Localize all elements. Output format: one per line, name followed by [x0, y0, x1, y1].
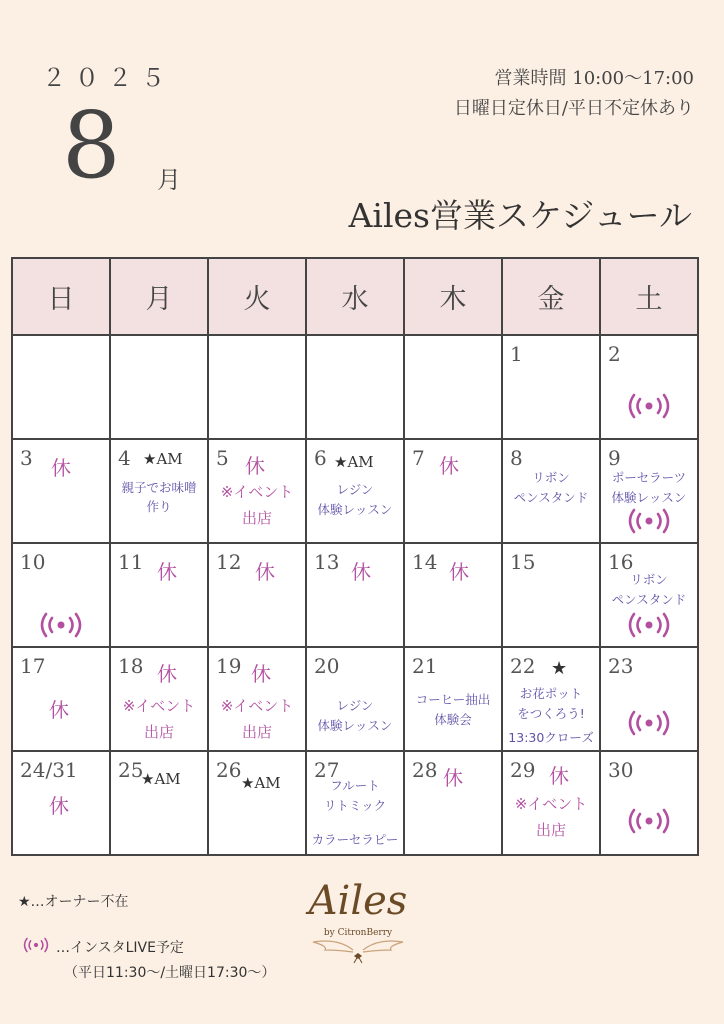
- event-line: ※イベント: [122, 697, 196, 715]
- holiday-mark: 休: [157, 662, 177, 686]
- event-line: 作り: [146, 499, 172, 514]
- day-cell-10: [13, 544, 111, 648]
- day-cell-28: [405, 752, 503, 856]
- event-line: 体験レッスン: [611, 490, 687, 505]
- day-cell-29: [503, 752, 601, 856]
- holiday-mark: 休: [549, 764, 569, 788]
- day-cell-21: [405, 648, 503, 752]
- day-number: 26: [216, 758, 242, 782]
- event-line: レジン: [336, 698, 374, 713]
- day-cell-27: [307, 752, 405, 856]
- event-line: 出店: [535, 821, 566, 839]
- day-number: 16: [608, 550, 634, 574]
- day-number: 24/31: [20, 758, 78, 782]
- day-number: 13: [314, 550, 340, 574]
- holiday-mark: 休: [439, 454, 459, 478]
- day-cell-17: [13, 648, 111, 752]
- week-row: [13, 336, 699, 440]
- holiday-mark: 休: [49, 794, 69, 818]
- weekday-sun: 日: [13, 259, 111, 336]
- day-number: 20: [314, 654, 340, 678]
- event-line: ポーセラーツ: [611, 470, 687, 485]
- broadcast-icon: [621, 806, 677, 836]
- day-cell-2: [601, 336, 699, 440]
- day-number: 12: [216, 550, 242, 574]
- day-cell-15: [503, 544, 601, 648]
- day-number: 29: [510, 758, 536, 782]
- day-cell-24-31: [13, 752, 111, 856]
- day-cell-23: [601, 648, 699, 752]
- holiday-mark: 休: [255, 560, 275, 584]
- day-cell-3: [13, 440, 111, 544]
- week-row: [13, 648, 699, 752]
- day-number: 7: [412, 446, 425, 470]
- week-row: [13, 544, 699, 648]
- event-line: ※イベント: [220, 697, 294, 715]
- owner-absent-mark: ★AM: [334, 453, 374, 471]
- day-cell-13: [307, 544, 405, 648]
- legend-owner-absent: ★…オーナー不在: [18, 894, 129, 910]
- day-cell-4: [111, 440, 209, 544]
- day-number: 21: [412, 654, 438, 678]
- day-number: 10: [20, 550, 46, 574]
- day-cell-11: [111, 544, 209, 648]
- event-line: 出店: [241, 509, 272, 527]
- holiday-mark: 休: [157, 560, 177, 584]
- day-cell-20: [307, 648, 405, 752]
- event-line: リトミック: [323, 798, 387, 813]
- day-cell-empty: [13, 336, 111, 440]
- calendar-body: [11, 336, 699, 856]
- event-line: カラーセラピー: [311, 832, 399, 847]
- event-line: フルート: [330, 778, 380, 793]
- day-number: 6: [314, 446, 327, 470]
- day-number: 11: [118, 550, 144, 574]
- day-number: 22: [510, 654, 536, 678]
- legend-live-text: …インスタLIVE予定: [56, 940, 184, 956]
- day-cell-16: [601, 544, 699, 648]
- event-line: リボン: [630, 572, 668, 587]
- holiday-mark: 休: [449, 560, 469, 584]
- event-line: 出店: [241, 723, 272, 741]
- weekday-mon: 月: [111, 259, 209, 336]
- day-cell-empty: [111, 336, 209, 440]
- event-line: 体験会: [434, 712, 472, 727]
- weekday-fri: 金: [503, 259, 601, 336]
- holiday-mark: 休: [351, 560, 371, 584]
- event-line: ペンスタンド: [611, 592, 687, 607]
- star-icon: ★: [551, 658, 568, 679]
- weekday-thu: 木: [405, 259, 503, 336]
- day-number: 4: [118, 446, 131, 470]
- event-line: 13:30クローズ: [508, 730, 594, 745]
- month-unit: 月: [157, 166, 181, 194]
- closed-days-line: 日曜日定休日/平日不定休あり: [453, 98, 694, 119]
- weekday-tue: 火: [209, 259, 307, 336]
- day-number: 5: [216, 446, 229, 470]
- weekday-sat: 土: [601, 259, 699, 336]
- day-cell-26: [209, 752, 307, 856]
- schedule-title: Ailes営業スケジュール: [348, 196, 692, 235]
- weekday-header: [11, 257, 699, 336]
- month-number: 8: [62, 92, 121, 199]
- day-number: 30: [608, 758, 634, 782]
- day-cell-empty: [405, 336, 503, 440]
- day-number: 8: [510, 446, 523, 470]
- holiday-mark: 休: [443, 766, 463, 790]
- event-line: ペンスタンド: [513, 490, 589, 505]
- day-number: 18: [118, 654, 144, 678]
- day-number: 3: [20, 446, 33, 470]
- event-line: コーヒー抽出: [415, 692, 491, 707]
- holiday-mark: 休: [51, 456, 71, 480]
- week-row: [13, 752, 699, 856]
- day-number: 23: [608, 654, 634, 678]
- owner-absent-mark: ★AM: [141, 770, 181, 788]
- event-line: 出店: [143, 723, 174, 741]
- owner-absent-mark: ★AM: [241, 774, 281, 792]
- event-line: ※イベント: [220, 483, 294, 501]
- day-cell-empty: [209, 336, 307, 440]
- day-cell-25: [111, 752, 209, 856]
- year: ２０２５: [42, 64, 174, 92]
- day-cell-18: [111, 648, 209, 752]
- legend-live: [18, 936, 184, 958]
- day-cell-22: [503, 648, 601, 752]
- holiday-mark: 休: [49, 698, 69, 722]
- brand-logo: [283, 878, 433, 968]
- broadcast-icon: [621, 506, 677, 536]
- day-cell-9: [601, 440, 699, 544]
- day-cell-12: [209, 544, 307, 648]
- week-row: [13, 440, 699, 544]
- event-line: お花ポット: [519, 686, 583, 701]
- day-number: 17: [20, 654, 46, 678]
- day-cell-8: [503, 440, 601, 544]
- event-line: 体験レッスン: [317, 502, 393, 517]
- day-number: 19: [216, 654, 242, 678]
- day-cell-14: [405, 544, 503, 648]
- event-line: 親子でお味噌: [121, 480, 197, 495]
- day-cell-5: [209, 440, 307, 544]
- day-number: 25: [118, 758, 144, 782]
- day-cell-30: [601, 752, 699, 856]
- day-cell-1: [503, 336, 601, 440]
- owner-absent-mark: ★AM: [143, 450, 183, 468]
- day-cell-6: [307, 440, 405, 544]
- day-cell-19: [209, 648, 307, 752]
- business-hours: [454, 64, 694, 124]
- broadcast-icon: [621, 708, 677, 738]
- event-line: 体験レッスン: [317, 718, 393, 733]
- event-line: リボン: [532, 470, 570, 485]
- holiday-mark: 休: [251, 662, 271, 686]
- event-line: レジン: [336, 482, 374, 497]
- holiday-mark: 休: [245, 454, 265, 478]
- day-number: 1: [510, 342, 523, 366]
- broadcast-icon: [621, 610, 677, 640]
- day-number: 27: [314, 758, 340, 782]
- logo-tagline: by CitronBerry: [323, 928, 393, 938]
- wings-icon: [303, 936, 413, 966]
- broadcast-icon: [18, 936, 56, 958]
- broadcast-icon: [621, 391, 677, 421]
- day-number: 14: [412, 550, 438, 574]
- day-number: 2: [608, 342, 621, 366]
- broadcast-icon: [33, 610, 89, 640]
- day-number: 15: [510, 550, 536, 574]
- weekday-wed: 水: [307, 259, 405, 336]
- logo-name: Ailes: [308, 878, 408, 924]
- hours-line: 営業時間 10:00〜17:00: [494, 68, 694, 89]
- day-number: 28: [412, 758, 438, 782]
- day-number: 9: [608, 446, 621, 470]
- legend-live-time: （平日11:30〜/土曜日17:30〜）: [64, 965, 276, 981]
- day-cell-empty: [307, 336, 405, 440]
- calendar: [11, 257, 699, 856]
- event-line: ※イベント: [514, 795, 588, 813]
- event-line: をつくろう!: [517, 706, 585, 721]
- day-cell-7: [405, 440, 503, 544]
